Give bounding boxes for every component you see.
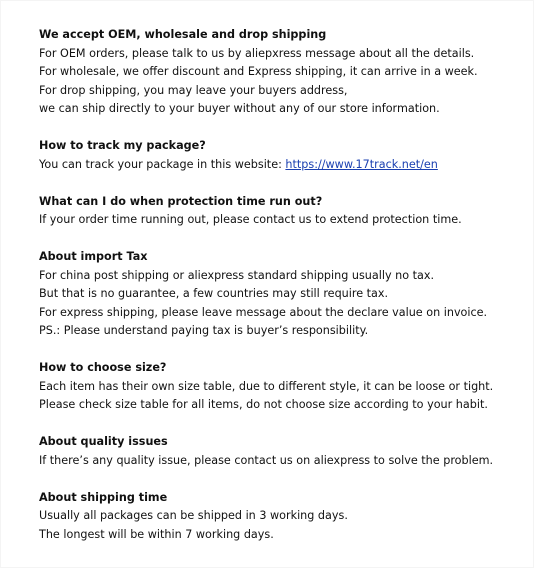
section-heading: We accept OEM, wholesale and drop shipping bbox=[39, 28, 327, 41]
section-track bbox=[39, 137, 509, 174]
section-line: If there’s any quality issue, please contact us on aliexpress to solve the problem. bbox=[39, 453, 494, 467]
section-line: we can ship directly to your buyer without any of our store information. bbox=[39, 102, 440, 115]
section-line: For china post shipping or aliexpress standard shipping usually no tax. bbox=[39, 268, 435, 282]
section-line: But that is no guarantee, a few countries may still require tax. bbox=[39, 287, 389, 300]
section-heading: What can I do when protection time run out? bbox=[39, 194, 323, 208]
section-heading: About import Tax bbox=[39, 250, 148, 263]
section-tax bbox=[39, 248, 509, 341]
tracking-link[interactable]: https://www.17track.net/en bbox=[285, 157, 438, 171]
section-line: Please check size table for all items, do not choose size according to your habit. bbox=[39, 398, 488, 411]
section-heading: How to track my package? bbox=[39, 139, 206, 152]
section-size bbox=[39, 359, 509, 415]
section-line bbox=[39, 156, 509, 175]
section-line: For express shipping, please leave message about the declare value on invoice. bbox=[39, 305, 488, 319]
section-line: If your order time running out, please contact us to extend protection time. bbox=[39, 213, 462, 226]
section-heading: About quality issues bbox=[39, 435, 168, 448]
section-line: PS.: Please understand paying tax is buyer’s responsibility. bbox=[39, 324, 369, 337]
section-protection bbox=[39, 193, 509, 230]
section-line: The longest will be within 7 working days. bbox=[39, 527, 274, 541]
section-shipping-time bbox=[39, 489, 509, 545]
section-line: Each item has their own size table, due to different style, it can be loose or tight. bbox=[39, 379, 494, 393]
section-line: For OEM orders, please talk to us by aliepxress message about all the details. bbox=[39, 46, 475, 60]
section-oem bbox=[39, 26, 509, 119]
section-heading: About shipping time bbox=[39, 490, 168, 504]
section-line: For drop shipping, you may leave your buyers address, bbox=[39, 83, 348, 97]
track-text: You can track your package in this website: bbox=[39, 157, 286, 171]
section-heading: How to choose size? bbox=[39, 361, 167, 374]
section-quality bbox=[39, 433, 509, 470]
section-line: For wholesale, we offer discount and Express shipping, it can arrive in a week. bbox=[39, 65, 478, 78]
section-line: Usually all packages can be shipped in 3 working days. bbox=[39, 509, 348, 522]
notice-content bbox=[39, 26, 509, 563]
